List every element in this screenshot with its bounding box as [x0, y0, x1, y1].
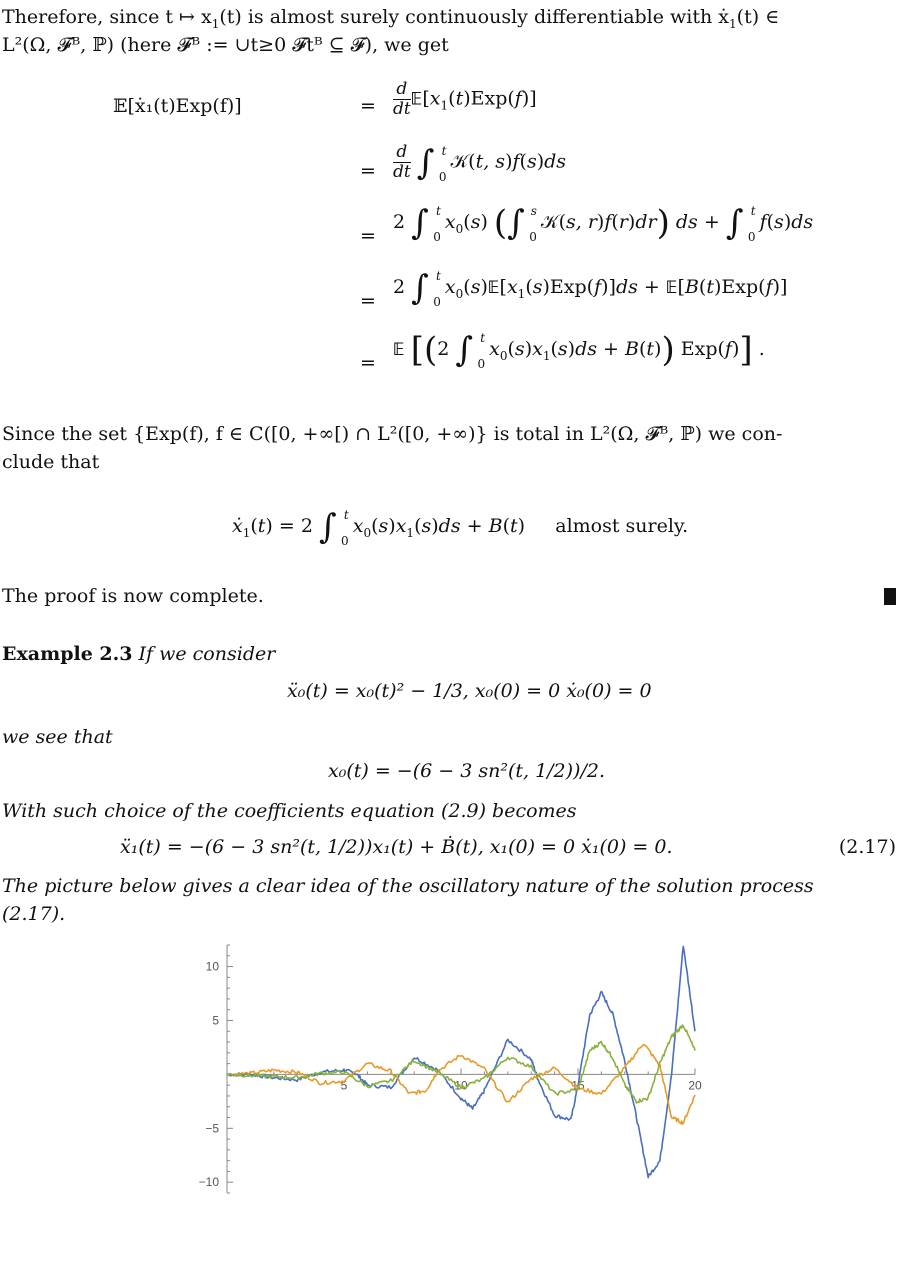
- eq-sign-4: =: [360, 290, 376, 312]
- example-heading: [2, 640, 902, 668]
- series-line-1: [227, 947, 695, 1178]
- ode-x1: ẍ₁(t) = −(6 − 3 sn²(t, 1/2))x₁(t) + Ḃ(t), x₁(0) = 0 ẋ₁(0) = 0.: [120, 836, 673, 858]
- y-tick-label: −10: [198, 1175, 219, 1190]
- derivation-line-5: 𝔼 [(2 ∫ t 0 $x_0(s)x_1(s)ds + B(t)$) Exp(f)] .: [393, 330, 765, 371]
- derivation-line-2: $\frac{d}{dt}$ ∫ t 0 𝒦(t, s)f(s)ds: [393, 142, 567, 184]
- conclusion-tail: almost surely.: [555, 515, 689, 537]
- equation-number: (2.17): [838, 836, 896, 858]
- eq-sign-3: =: [360, 225, 376, 247]
- eq-sign-1: =: [360, 95, 376, 117]
- with-such-text: With such choice of the coefficients equation (2.9) becomes: [2, 800, 577, 822]
- qed-box-icon: [884, 588, 896, 605]
- solution-x0: x₀(t) = −(6 − 3 sn²(t, 1/2))/2.: [328, 760, 606, 782]
- ode-x0: ẍ₀(t) = x₀(t)² − 1/3, x₀(0) = 0 ẋ₀(0) = 0: [287, 680, 652, 702]
- eq-sign-2: =: [360, 160, 376, 182]
- derivation-lhs: 𝔼[ẋ₁(t)Exp(f)]: [113, 95, 242, 117]
- picture-paragraph: [2, 872, 902, 928]
- intro-text-c: (t) ∈: [736, 6, 780, 28]
- eq-sign-5: =: [360, 352, 376, 374]
- x-tick-label: 15: [571, 1078, 585, 1093]
- conclusion-equation: ẋ$_1$(t) = 2 ∫ t 0 $x_0(s)x_1(s)ds + B(t)$ almost surely.: [232, 507, 689, 548]
- since-text-line2: clude that: [2, 451, 100, 473]
- picture-text-line1: The picture below gives a clear idea of the oscillatory nature of the solution process: [2, 875, 814, 897]
- intro-text-a: Therefore, since t ↦ x: [2, 6, 212, 28]
- derivation-line-3: 2 ∫ t 0 $x_0(s)$ (∫ s 0 𝒦(s, r)f(r)dr) ds + ∫ t 0 f(s)ds: [393, 203, 814, 244]
- with-such-line: [2, 797, 902, 825]
- x-tick-label: 20: [688, 1078, 702, 1093]
- oscillation-plot: [165, 935, 725, 1265]
- example-label: Example 2.3: [2, 643, 133, 665]
- we-see-line: [2, 723, 902, 751]
- since-text-line1: Since the set {Exp(f), f ∈ C([0, +∞[) ∩ L²([0, +∞)} is total in L²(Ω, 𝓕ᴮ, ℙ) we con-: [2, 423, 783, 445]
- proof-complete-text: The proof is now complete.: [2, 585, 264, 607]
- since-paragraph: [2, 420, 902, 476]
- x-tick-label: 5: [340, 1078, 348, 1093]
- intro-paragraph: Therefore, since t ↦ $x_1(t)$ is almost surely continuously differentiable with ẋ$_1$(t) ∈ L²(Ω, 𝓕ᴮ, ℙ) (here 𝓕ᴮ := ∪t≥0 𝓕tᴮ ⊆ 𝓕), we get: [2, 6, 780, 56]
- example-intro: If we consider: [138, 643, 276, 665]
- y-tick-label: −5: [205, 1121, 219, 1136]
- proof-complete-line: [2, 582, 902, 610]
- y-tick-label: 5: [212, 1013, 219, 1028]
- derivation-line-1: $\frac{d}{dt}$ $𝔼[x_1(t)Exp(f)]$: [393, 79, 537, 119]
- we-see-text: we see that: [2, 726, 113, 748]
- derivation-line-4: 2 ∫ t 0 $x_0(s)𝔼[x_1(s)Exp(f)]ds$ + 𝔼[B(t)Exp(f)]: [393, 268, 788, 309]
- picture-text-line2: (2.17).: [2, 903, 66, 925]
- intro-text-line2: L²(Ω, 𝓕ᴮ, ℙ) (here 𝓕ᴮ := ∪t≥0 𝓕tᴮ ⊆ 𝓕), we get: [2, 34, 449, 56]
- intro-text-b: (t) is almost surely continuously differentiable with ẋ: [219, 6, 730, 28]
- x-tick-label: 10: [454, 1078, 468, 1093]
- y-tick-label: 10: [205, 959, 219, 974]
